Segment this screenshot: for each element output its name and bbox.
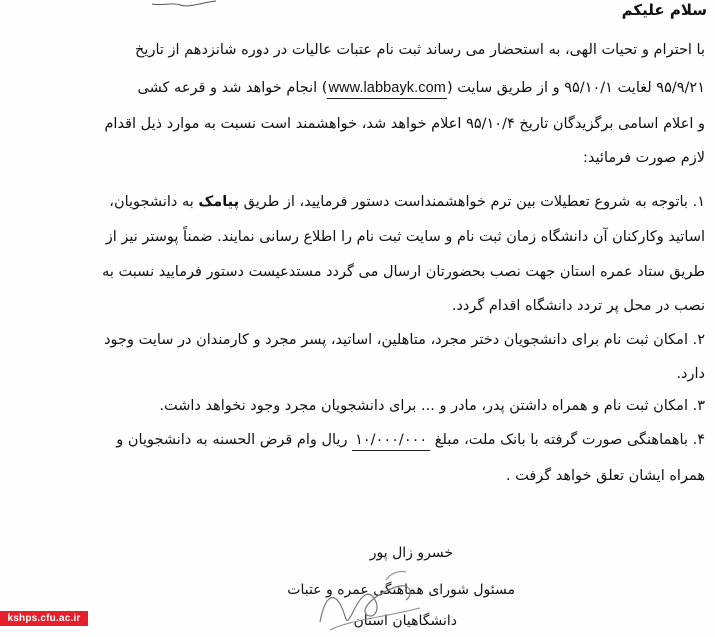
loan-amount: ۱۰/۰۰۰/۰۰۰ (352, 430, 430, 451)
item2-line-1: ۲. امکان ثبت نام برای دانشجویان دختر مجرد، متاهلین، اساتید، پسر مجرد و کارمندان در سایت وجود (104, 332, 705, 348)
intro-line-2-after: ) انجام خواهد شد و قرعه کشی (137, 80, 328, 96)
item1-line-2: اساتید وکارکنان آن دانشگاه زمان ثبت نام و سایت ثبت نام را اطلاع رسانی نمایند. ضمناً پوستر نیز از (105, 229, 705, 245)
signatory-title-1: مسئول شورای هماهنگی عمره و عتبات (287, 582, 515, 598)
item1-line-1 (109, 192, 705, 212)
item2-line-2: دارد. (676, 366, 705, 382)
intro-line-4: لازم صورت فرمائید: (583, 150, 705, 166)
intro-line-2 (138, 78, 705, 99)
item1-line-1-after: به دانشجویان، (109, 194, 194, 210)
greeting: سلام علیکم (621, 1, 707, 19)
site-watermark: kshps.cfu.ac.ir (0, 611, 88, 626)
website-url: www.labbayk.com (327, 78, 447, 99)
item1-line-3: طریق ستاد عمره استان جهت نصب بحضورتان ارسال می گردد مستدعیست دستور فرمایید نسبت به (102, 264, 705, 280)
intro-line-2-before: ۹۵/۹/۲۱ لغایت ۹۵/۱۰/۱ و از طریق سایت ( (446, 80, 705, 96)
item3-line-1: ۳. امکان ثبت نام و همراه داشتن پدر، مادر و ... برای دانشجویان مجرد وجود نخواهد داشت. (159, 398, 705, 414)
signatory-name: خسرو زال پور (369, 545, 453, 561)
item4-line-1-after: ریال وام قرض الحسنه به دانشجویان و (116, 432, 348, 448)
signatory-title-2: دانشگاهیان استان (353, 613, 457, 629)
item4-line-1-before: ۴. باهماهنگی صورت گرفته با بانک ملت، مبلغ (434, 432, 705, 448)
intro-line-3: و اعلام اسامی برگزیدگان تاریخ ۹۵/۱۰/۴ اعلام خواهد شد، خواهشمند است نسبت به موارد ذیل اقدام (104, 116, 705, 132)
top-pen-mark (150, 0, 220, 12)
sms-keyword: پیامک (198, 194, 240, 210)
item4-line-1 (116, 430, 705, 451)
item1-line-1-before: ۱. باتوجه به شروع تعطیلات بین ترم خواهشمنداست دستور فرمایید، از طریق (243, 194, 705, 210)
item4-line-2: همراه ایشان تعلق خواهد گرفت . (505, 468, 705, 484)
item1-line-4: نصب در محل پر تردد دانشگاه اقدام گردد. (451, 298, 705, 314)
intro-line-1: با احترام و تحیات الهی، به استحضار می رساند ثبت نام عتبات عالیات در دوره شانزدهم از تاریخ (135, 42, 705, 58)
